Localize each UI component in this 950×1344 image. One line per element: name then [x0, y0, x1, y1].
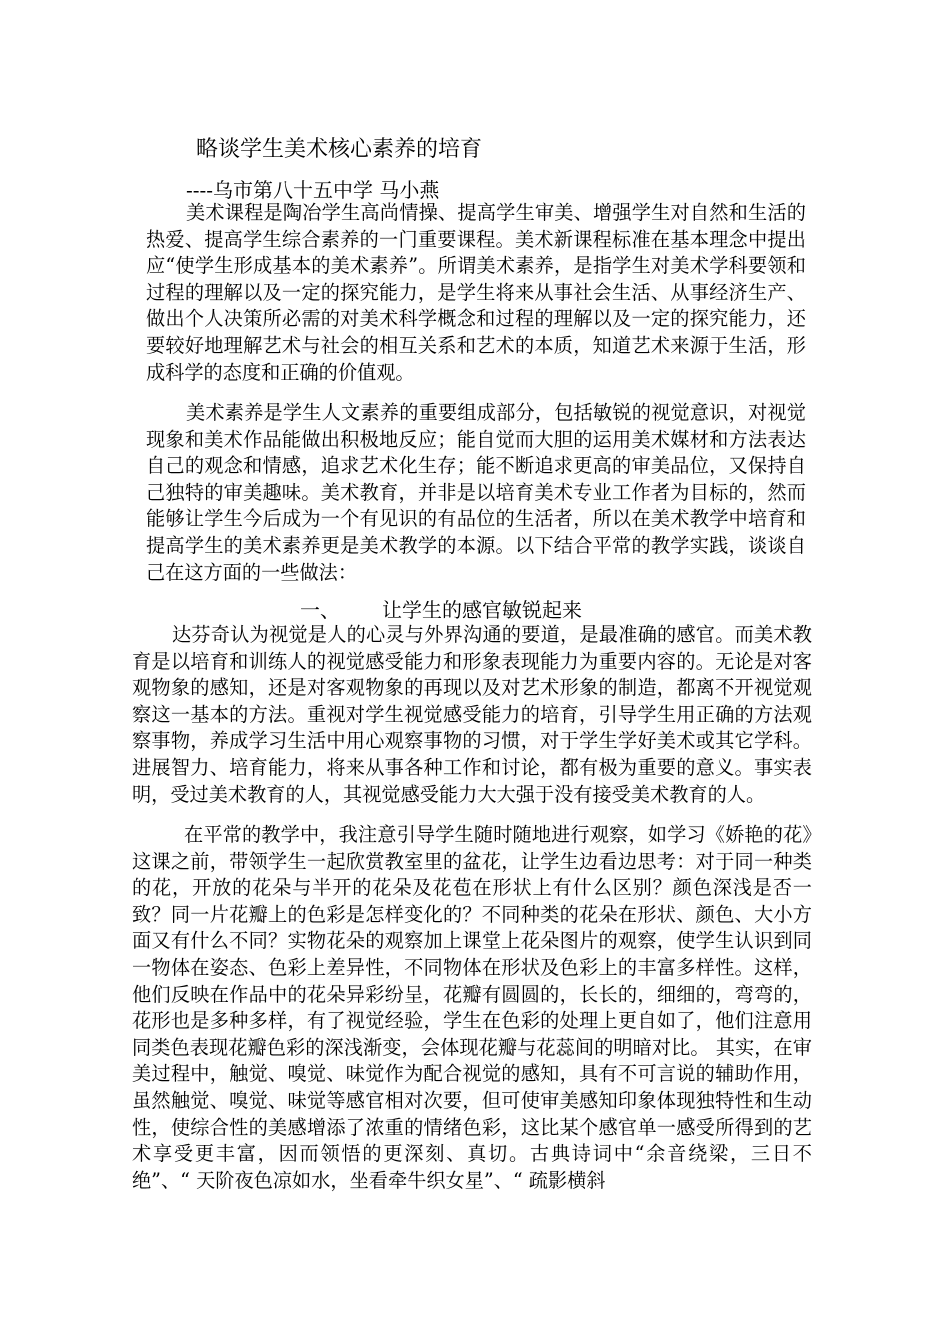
- paragraph-2: 美术素养是学生人文素养的重要组成部分，包括敏锐的视觉意识，对视觉现象和美术作品能做出积极地反应；能自觉而大胆的运用美术媒材和方法表达自己的观念和情感，追求艺术化生存；能不断追求更高的审美品位，又保持自己独特的审美趣味。美术教育，并非是以培育美术专业工作者为目标的，然而能够让学生今后成为一个有见识的有品位的生活者，所以在美术教学中培育和提高学生的美术素养更是美术教学的本源。以下结合平常的教学实践，谈谈自己在这方面的一些做法：: [146, 401, 806, 584]
- section-heading: [300, 596, 582, 624]
- document-title: 略谈学生美术核心素养的培育: [196, 137, 483, 162]
- author-line: ----乌市第八十五中学 马小燕: [186, 178, 440, 202]
- paragraph-4: 在平常的教学中，我注意引导学生随时随地进行观察，如学习《娇艳的花》这课之前，带领学生一起欣赏教室里的盆花，让学生边看边思考：对于同一种类的花，开放的花朵与半开的花朵及花苞在形状上有什么区别？颜色深浅是否一致？同一片花瓣上的色彩是怎样变化的？不同种类的花朵在形状、颜色、大小方面又有什么不同？实物花朵的观察加上课堂上花朵图片的观察，使学生认识到同一物体在姿态、色彩上差异性，不同物体在形状及色彩上的丰富多样性。这样，他们反映在作品中的花朵异彩纷呈，花瓣有圆圆的，长长的，细细的，弯弯的，花形也是多种多样，有了视觉经验，学生在色彩的处理上更自如了，他们注意用同类色表现花瓣色彩的深浅渐变，会体现花瓣与花蕊间的明暗对比。 其实，在审美过程中，触觉、嗅觉、味觉作为配合视觉的感知，具有不可言说的辅助作用，虽然触觉、嗅觉、味觉等感官相对次要，但可使审美感知印象体现独特性和生动性，使综合性的美感增添了浓重的情绪色彩，这比某个感官单一感受所得到的艺术享受更丰富，因而领悟的更深刻、真切。古典诗词中“余音绕梁，三日不绝”、“ 天阶夜色凉如水，坐看牵牛织女星”、“ 疏影横斜: [132, 823, 812, 1192]
- paragraph-1: 美术课程是陶冶学生高尚情操、提高学生审美、增强学生对自然和生活的热爱、提高学生综合素养的一门重要课程。美术新课程标准在基本理念中提出应“使学生形成基本的美术素养”。所谓美术素养，是指学生对美术学科要领和过程的理解以及一定的探究能力，是学生将来从事社会生活、从事经济生产、做出个人决策所必需的对美术科学概念和过程的理解以及一定的探究能力，还要较好地理解艺术与社会的相互关系和艺术的本质，知道艺术来源于生活，形成科学的态度和正确的价值观。: [146, 201, 806, 384]
- section-title: 让学生的感官敏锐起来: [382, 598, 582, 622]
- paragraph-3: 达芬奇认为视觉是人的心灵与外界沟通的要道，是最准确的感官。而美术教育是以培育和训练人的视觉感受能力和形象表现能力为重要内容的。无论是对客观物象的感知，还是对客观物象的再现以及对艺术形象的制造，都离不开视觉观察这一基本的方法。重视对学生视觉感受能力的培育，引导学生用正确的方法观察事物，养成学习生活中用心观察事物的习惯，对于学生学好美术或其它学科。进展智力、培育能力，将来从事各种工作和讨论，都有极为重要的意义。事实表明，受过美术教育的人，其视觉感受能力大大强于没有接受美术教育的人。: [132, 623, 812, 806]
- section-number: 一、: [300, 598, 340, 622]
